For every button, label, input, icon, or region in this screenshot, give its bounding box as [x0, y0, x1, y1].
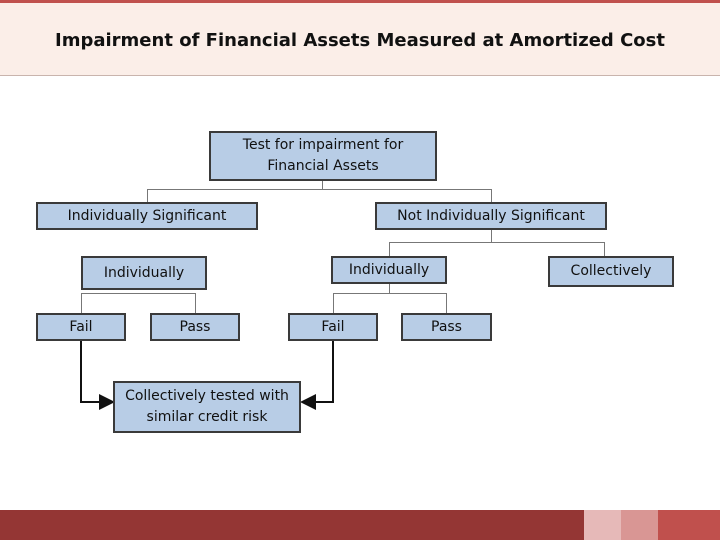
left-pass-label: Pass [179, 318, 211, 335]
left-fail-label: Fail [69, 318, 93, 335]
footer-bar-accent [658, 510, 720, 540]
not-individually-significant-label: Not Individually Significant [397, 207, 585, 224]
footer-bar-mid [621, 510, 658, 540]
left-fail-node [36, 313, 126, 341]
left-individually-label: Individually [103, 264, 185, 281]
right-fail-node [288, 313, 378, 341]
right-pass-label: Pass [431, 318, 462, 335]
right-fail-label: Fail [321, 318, 345, 335]
root-node-label: Test for impairment for Financial Assets [242, 137, 404, 174]
right-individually-node [331, 256, 447, 284]
footer-bar-light [584, 510, 621, 540]
collective-test-label: Collectively tested with similar credit risk [125, 388, 289, 425]
root-node [209, 131, 437, 181]
left-individually-node [81, 256, 207, 290]
individually-significant-label: Individually Significant [67, 207, 227, 224]
arrow-right-fail [302, 341, 333, 402]
individually-significant-node [36, 202, 258, 230]
collectively-node [548, 256, 674, 287]
collectively-label: Collectively [570, 263, 652, 279]
footer-bar-main [0, 510, 584, 540]
arrow-left-fail [81, 341, 113, 402]
not-individually-significant-node [375, 202, 607, 230]
right-pass-node [401, 313, 492, 341]
collective-test-node [113, 381, 301, 433]
left-pass-node [150, 313, 240, 341]
right-individually-label: Individually [348, 261, 430, 278]
slide-title: Impairment of Financial Assets Measured at Amortized Cost [55, 30, 665, 51]
